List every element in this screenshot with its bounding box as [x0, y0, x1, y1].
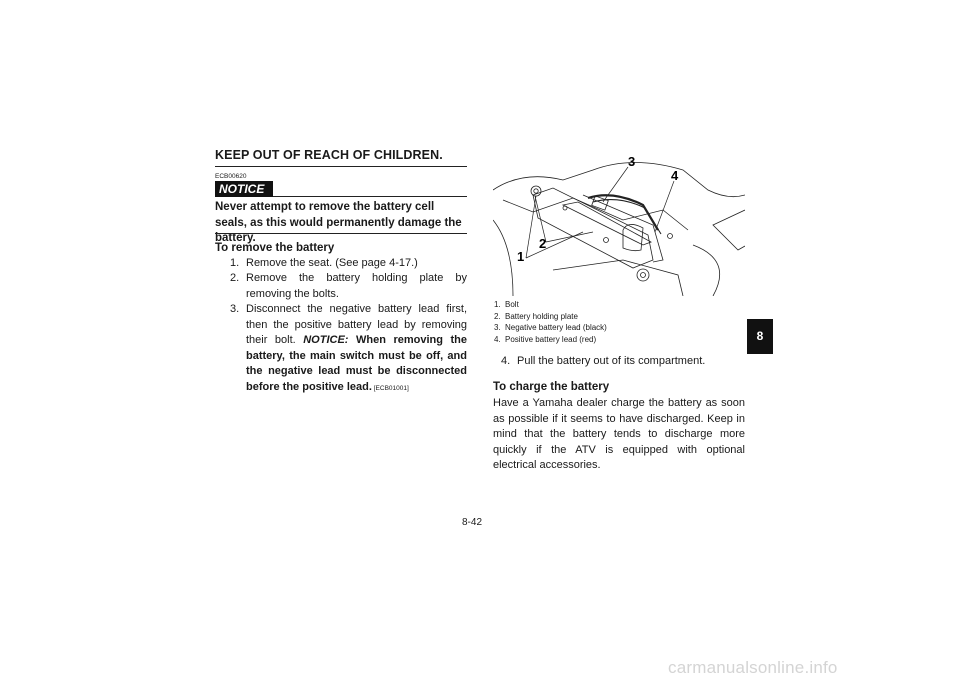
notice-divider — [273, 196, 467, 197]
caption-text: Bolt — [505, 300, 519, 309]
caption-text: Negative battery lead (black) — [505, 323, 607, 332]
rivet — [668, 234, 673, 239]
step-text: Pull the battery out of its compartment. — [517, 355, 706, 367]
caption-text: Positive battery lead (red) — [505, 334, 597, 344]
leader-line — [526, 196, 536, 258]
step-text: Remove the seat. (See page 4-17.) — [246, 257, 418, 269]
chapter-tab: 8 — [747, 319, 773, 354]
figure-outline — [493, 220, 513, 296]
callout-2: 2 — [539, 236, 547, 251]
rivet — [604, 238, 609, 243]
caption-item — [494, 322, 746, 334]
step-text: Remove the battery holding plate by removing the bolts. — [246, 272, 467, 300]
figure-outline — [503, 198, 688, 230]
caption-text: Battery holding plate — [505, 311, 578, 321]
step-number: 2. — [230, 272, 240, 284]
notice-text: Never attempt to remove the battery cell seals, as this would permanently damage the battery. — [215, 201, 462, 244]
charge-paragraph: Have a Yamaha dealer charge the battery as soon as possible if it seems to have discharged. Keep in mind that the battery tends to discharge more quickly if the ATV is equipped with optional electrical accessories. — [493, 397, 745, 471]
callout-4: 4 — [671, 168, 679, 183]
warning-heading: KEEP OUT OF REACH OF CHILDREN. — [215, 148, 443, 162]
divider — [215, 166, 467, 167]
bolt-center — [641, 273, 646, 278]
caption-number: 2. — [494, 311, 501, 321]
bolt-icon — [531, 186, 541, 196]
figure-outline — [553, 260, 683, 296]
figure-outline — [693, 245, 720, 296]
step-number: 4. — [501, 355, 511, 367]
notice-badge: NOTICE — [215, 181, 273, 197]
caption-item — [494, 334, 746, 346]
inline-notice-text: When removing the battery, the main switch must be off, and the negative lead must be disconnected before the positive lead. — [246, 334, 467, 393]
caption-number: 1. — [494, 300, 501, 309]
step-text — [246, 302, 467, 396]
bolt-icon — [637, 269, 649, 281]
figure-outline — [713, 210, 745, 250]
notice-header — [215, 181, 467, 198]
notice-code: ECB00620 — [215, 173, 247, 180]
inline-notice-label: NOTICE: — [303, 334, 349, 346]
bolt-center — [534, 189, 538, 193]
callout-3: 3 — [628, 154, 636, 169]
watermark: carmanualsonline.info — [668, 658, 838, 677]
divider — [215, 233, 467, 234]
caption-number: 4. — [494, 334, 501, 344]
rivet — [563, 206, 567, 210]
leader-line — [546, 232, 593, 242]
page-number: 8-42 — [462, 517, 483, 528]
section-heading-charge: To charge the battery — [493, 381, 610, 393]
battery-holding-plate — [533, 188, 653, 268]
step-text-plain: Disconnect the negative battery lead first, then the positive battery lead by removing their bolt. — [246, 303, 467, 346]
caption-number: 3. — [494, 323, 501, 332]
step-number: 1. — [230, 257, 240, 269]
callout-1: 1 — [517, 249, 525, 264]
section-heading-remove: To remove the battery — [215, 242, 335, 254]
leader-line — [655, 181, 674, 232]
inline-notice-code: [ECB01001] — [371, 384, 409, 392]
figure-captions — [494, 299, 746, 345]
caption-item — [494, 311, 746, 323]
caption-item — [494, 299, 746, 311]
step-number: 3. — [230, 303, 240, 315]
battery-figure — [493, 150, 745, 296]
